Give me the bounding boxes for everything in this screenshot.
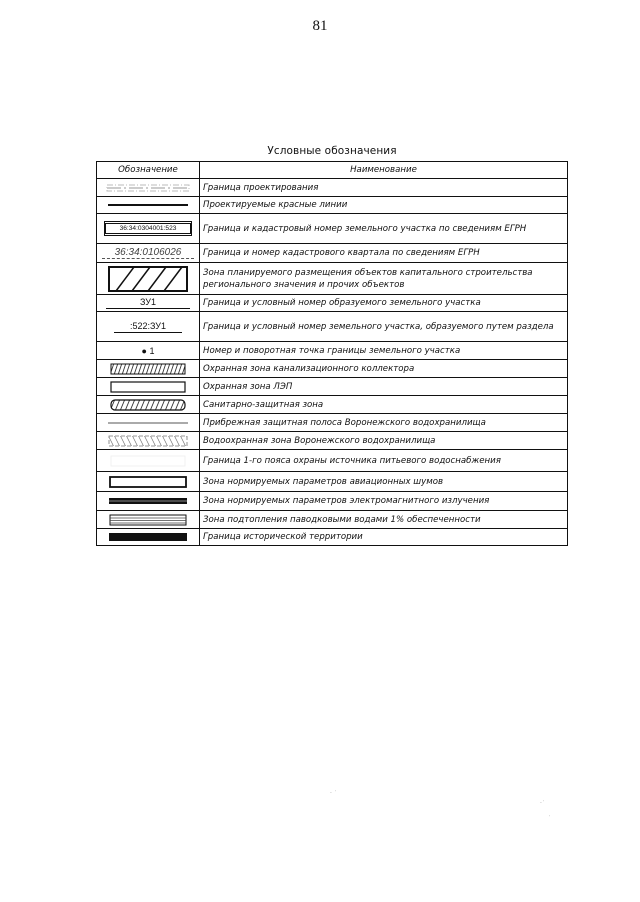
legend-name: Номер и поворотная точка границы земельного участка	[200, 342, 568, 360]
legend-row	[97, 492, 568, 511]
legend-row	[97, 214, 568, 244]
legend-name: Граница проектирования	[200, 179, 568, 197]
legend-row	[97, 360, 568, 378]
scan-speck: · ˙	[330, 790, 337, 797]
legend-name: Граница и кадастровый номер земельного участка по сведениям ЕГРН	[200, 214, 568, 244]
legend-row	[97, 263, 568, 295]
legend-name: Зона подтопления паводковыми водами 1% обеспеченности	[200, 511, 568, 529]
legend-symbol	[97, 414, 200, 432]
legend-name: Зона нормируемых параметров электромагнитного излучения	[200, 492, 568, 511]
legend-symbol	[97, 432, 200, 450]
outline-box-icon	[110, 381, 186, 393]
solid-bar-icon	[108, 532, 188, 542]
name-column-header: Наименование	[200, 162, 568, 179]
legend-name: Граница исторической территории	[200, 529, 568, 546]
legend-name: Охранная зона канализационного коллектора	[200, 360, 568, 378]
legend-symbol	[97, 214, 200, 244]
legend-name: Граница и номер кадастрового квартала по сведениям ЕГРН	[200, 244, 568, 263]
cadastral-parcel-box-icon	[104, 221, 192, 236]
legend-row	[97, 396, 568, 414]
legend-name: Прибрежная защитная полоса Воронежского водохранилища	[200, 414, 568, 432]
legend-name: Граница 1-го пояса охраны источника питьевого водоснабжения	[200, 450, 568, 472]
legend-symbol	[97, 312, 200, 342]
thin-line-icon	[106, 420, 190, 426]
legend-row	[97, 432, 568, 450]
legend-row	[97, 472, 568, 492]
legend-symbol	[97, 378, 200, 396]
legend-name: Водоохранная зона Воронежского водохранилища	[200, 432, 568, 450]
legend-symbol	[97, 197, 200, 214]
legend-name: Санитарно-защитная зона	[200, 396, 568, 414]
dense-hatch-icon	[110, 363, 186, 375]
legend-title: Условные обозначения	[267, 145, 397, 157]
hatched-zone-icon	[108, 266, 188, 292]
legend-symbol	[97, 450, 200, 472]
legend-row	[97, 342, 568, 360]
cadastral-quarter-icon	[100, 247, 196, 259]
scan-speck: ˙	[548, 815, 551, 822]
legend-header-row	[97, 162, 568, 179]
legend-row	[97, 511, 568, 529]
legend-row	[97, 295, 568, 312]
scan-speck: ·˙	[540, 800, 545, 807]
thick-double-line-icon	[108, 496, 188, 506]
point-number: 1	[149, 345, 155, 356]
cadastral-quarter-number: 36:34:0106026	[114, 247, 182, 258]
legend-symbol	[97, 396, 200, 414]
parcel-label: ЗУ1	[139, 297, 157, 307]
legend-name: Зона планируемого размещения объектов капитального строительства регионального значения и прочих объектов	[200, 263, 568, 295]
legend-row	[97, 179, 568, 197]
outline-box-icon	[109, 476, 187, 488]
legend-symbol	[97, 179, 200, 197]
legend-symbol	[97, 263, 200, 295]
legend-symbol	[97, 529, 200, 546]
legend-symbol	[97, 342, 200, 360]
legend-name: Проектируемые красные линии	[200, 197, 568, 214]
legend-row	[97, 378, 568, 396]
legend-name: Зона нормируемых параметров авиационных шумов	[200, 472, 568, 492]
underlined-label-icon	[100, 297, 196, 309]
underlined-label-icon	[100, 321, 196, 333]
legend-row	[97, 197, 568, 214]
legend-row	[97, 244, 568, 263]
page-number: 81	[312, 18, 328, 34]
light-hatch-icon	[108, 435, 188, 447]
blank-symbol-icon	[110, 455, 186, 467]
horizontal-stripes-icon	[109, 514, 187, 526]
legend-symbol	[97, 492, 200, 511]
legend-row	[97, 312, 568, 342]
legend-name: Граница и условный номер земельного участка, образуемого путем раздела	[200, 312, 568, 342]
symbol-column-header: Обозначение	[97, 162, 200, 179]
legend-table	[96, 161, 568, 546]
legend-row	[97, 450, 568, 472]
legend-symbol	[97, 295, 200, 312]
legend-row	[97, 414, 568, 432]
rounded-hatch-icon	[110, 399, 186, 411]
parcel-label: :522:ЗУ1	[129, 320, 167, 331]
legend-name: Граница и условный номер образуемого земельного участка	[200, 295, 568, 312]
dashed-boundary-icon	[106, 183, 190, 193]
legend-symbol	[97, 244, 200, 263]
cadastral-parcel-number: 36:34:0304001:523	[105, 223, 191, 234]
legend-row	[97, 529, 568, 546]
legend-symbol	[97, 511, 200, 529]
point-marker-icon: ● 1	[141, 345, 155, 356]
legend-name: Охранная зона ЛЭП	[200, 378, 568, 396]
legend-symbol	[97, 360, 200, 378]
red-line-icon	[106, 201, 190, 209]
legend-symbol	[97, 472, 200, 492]
